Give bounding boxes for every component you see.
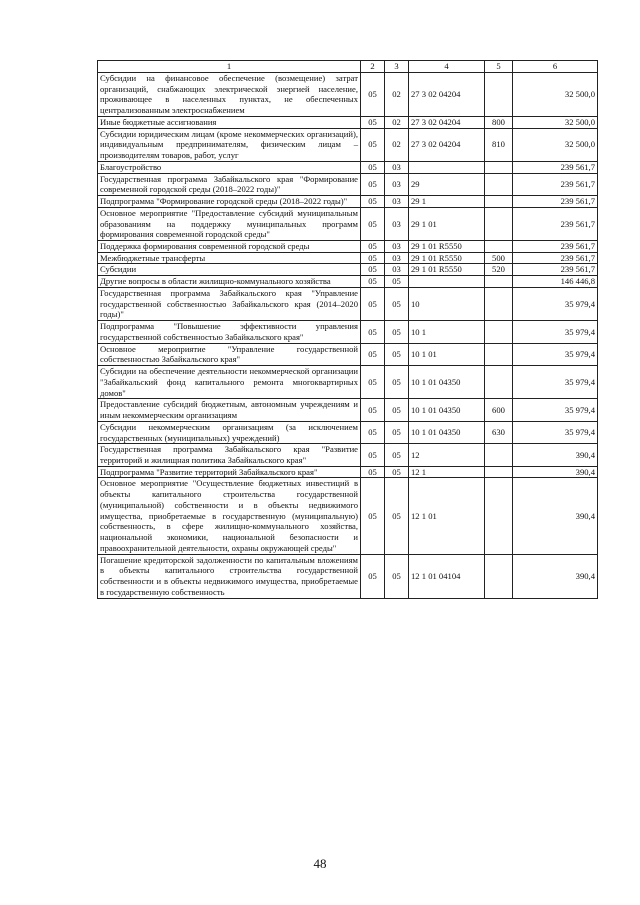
row-expense-type <box>485 173 513 195</box>
row-target-article: 29 1 01 R5550 <box>409 241 485 253</box>
row-name: Субсидии на финансовое обеспечение (возмещение) затрат организаций, снабжающих электрической энергией население, проживающее в населенных пунктах, не обеспеченных централизованным электроснабжением <box>98 73 361 117</box>
row-section: 05 <box>361 399 385 421</box>
row-expense-type: 630 <box>485 421 513 443</box>
row-name: Субсидии юридическим лицам (кроме некоммерческих организаций), индивидуальным предпринимателям, физическим лицам – производителям товаров, работ, услуг <box>98 128 361 161</box>
row-section: 05 <box>361 241 385 253</box>
row-name: Поддержка формирования современной городской среды <box>98 241 361 253</box>
header-col-1: 1 <box>98 61 361 73</box>
row-target-article: 12 1 <box>409 466 485 478</box>
row-expense-type <box>485 343 513 365</box>
row-expense-type <box>485 207 513 240</box>
row-name: Государственная программа Забайкальского края "Управление государственной собственностью Забайкальского края (2014–2020 годы)" <box>98 287 361 320</box>
row-subsection: 05 <box>385 399 409 421</box>
row-amount: 35 979,4 <box>513 366 598 399</box>
row-target-article: 29 1 01 <box>409 207 485 240</box>
row-target-article: 29 <box>409 173 485 195</box>
row-subsection: 05 <box>385 343 409 365</box>
row-name: Подпрограмма "Развитие территорий Забайкальского края" <box>98 466 361 478</box>
row-amount: 239 561,7 <box>513 161 598 173</box>
header-col-6: 6 <box>513 61 598 73</box>
row-target-article: 10 1 01 <box>409 343 485 365</box>
row-expense-type <box>485 241 513 253</box>
row-section: 05 <box>361 321 385 343</box>
row-amount: 239 561,7 <box>513 196 598 208</box>
header-col-2: 2 <box>361 61 385 73</box>
row-target-article: 12 1 01 <box>409 478 485 554</box>
row-subsection: 05 <box>385 466 409 478</box>
row-section: 05 <box>361 276 385 288</box>
row-amount: 32 500,0 <box>513 116 598 128</box>
header-col-5: 5 <box>485 61 513 73</box>
row-subsection: 03 <box>385 196 409 208</box>
row-subsection: 05 <box>385 421 409 443</box>
row-subsection: 03 <box>385 173 409 195</box>
table-row <box>98 241 598 253</box>
row-target-article <box>409 161 485 173</box>
row-amount: 239 561,7 <box>513 252 598 264</box>
row-expense-type: 500 <box>485 252 513 264</box>
row-expense-type <box>485 321 513 343</box>
row-subsection: 03 <box>385 252 409 264</box>
row-target-article: 29 1 01 R5550 <box>409 252 485 264</box>
row-section: 05 <box>361 128 385 161</box>
row-name: Межбюджетные трансферты <box>98 252 361 264</box>
row-target-article: 10 1 01 04350 <box>409 366 485 399</box>
row-amount: 35 979,4 <box>513 399 598 421</box>
row-amount: 390,4 <box>513 478 598 554</box>
row-subsection: 03 <box>385 161 409 173</box>
row-expense-type <box>485 444 513 466</box>
row-name: Благоустройство <box>98 161 361 173</box>
table-row <box>98 466 598 478</box>
table-row <box>98 478 598 554</box>
row-subsection: 05 <box>385 287 409 320</box>
table-row <box>98 366 598 399</box>
row-subsection: 02 <box>385 128 409 161</box>
row-target-article: 10 1 <box>409 321 485 343</box>
row-name: Государственная программа Забайкальского края "Формирование современной городской среды (2018–2022 годы)" <box>98 173 361 195</box>
row-expense-type: 600 <box>485 399 513 421</box>
row-target-article: 29 1 <box>409 196 485 208</box>
row-name: Подпрограмма "Повышение эффективности управления государственной собственностью Забайкальского края" <box>98 321 361 343</box>
row-expense-type: 520 <box>485 264 513 276</box>
row-amount: 390,4 <box>513 554 598 598</box>
table-row <box>98 554 598 598</box>
row-name: Основное мероприятие "Осуществление бюджетных инвестиций в объекты капитального строительства государственной (муниципальной) собственности и в объекты недвижимого имущества, приобретаемые в государственную (муниципальную) собственность, в сфере жилищно-коммунального хозяйства, национальной экономики, национальной безопасности и правоохранительной деятельности, охраны окружающей среды" <box>98 478 361 554</box>
table-row <box>98 287 598 320</box>
row-target-article: 27 3 02 04204 <box>409 116 485 128</box>
row-expense-type <box>485 73 513 117</box>
row-name: Основное мероприятие "Предоставление субсидий муниципальным образованиям на поддержку муниципальных программ формирования современной городской среды" <box>98 207 361 240</box>
table-row <box>98 161 598 173</box>
table-row <box>98 321 598 343</box>
row-name: Предоставление субсидий бюджетным, автономным учреждениям и иным некоммерческим организациям <box>98 399 361 421</box>
row-amount: 146 446,8 <box>513 276 598 288</box>
row-amount: 35 979,4 <box>513 321 598 343</box>
table-row <box>98 399 598 421</box>
row-target-article: 27 3 02 04204 <box>409 73 485 117</box>
row-name: Иные бюджетные ассигнования <box>98 116 361 128</box>
table-row <box>98 421 598 443</box>
table-row <box>98 264 598 276</box>
row-amount: 239 561,7 <box>513 241 598 253</box>
row-section: 05 <box>361 196 385 208</box>
header-row <box>98 61 598 73</box>
row-section: 05 <box>361 421 385 443</box>
row-section: 05 <box>361 173 385 195</box>
row-amount: 390,4 <box>513 444 598 466</box>
row-section: 05 <box>361 252 385 264</box>
row-expense-type <box>485 287 513 320</box>
budget-table <box>97 60 598 599</box>
row-section: 05 <box>361 161 385 173</box>
row-section: 05 <box>361 287 385 320</box>
row-section: 05 <box>361 73 385 117</box>
row-section: 05 <box>361 478 385 554</box>
row-target-article: 10 <box>409 287 485 320</box>
row-amount: 32 500,0 <box>513 128 598 161</box>
row-subsection: 03 <box>385 207 409 240</box>
table-row <box>98 444 598 466</box>
row-subsection: 02 <box>385 116 409 128</box>
row-name: Государственная программа Забайкальского края "Развитие территорий и жилищная политика Забайкальского края" <box>98 444 361 466</box>
row-section: 05 <box>361 116 385 128</box>
row-section: 05 <box>361 466 385 478</box>
table-row <box>98 173 598 195</box>
row-name: Субсидии <box>98 264 361 276</box>
row-name: Другие вопросы в области жилищно-коммунального хозяйства <box>98 276 361 288</box>
table-row <box>98 116 598 128</box>
row-expense-type <box>485 554 513 598</box>
table-row <box>98 207 598 240</box>
row-name: Субсидии на обеспечение деятельности некоммерческой организации "Забайкальский фонд капитального ремонта многоквартирных домов" <box>98 366 361 399</box>
row-amount: 239 561,7 <box>513 173 598 195</box>
row-expense-type <box>485 196 513 208</box>
row-subsection: 05 <box>385 554 409 598</box>
row-amount: 32 500,0 <box>513 73 598 117</box>
row-subsection: 05 <box>385 366 409 399</box>
row-amount: 239 561,7 <box>513 264 598 276</box>
table-row <box>98 252 598 264</box>
row-amount: 35 979,4 <box>513 343 598 365</box>
row-section: 05 <box>361 554 385 598</box>
row-expense-type: 810 <box>485 128 513 161</box>
row-target-article: 12 <box>409 444 485 466</box>
row-amount: 390,4 <box>513 466 598 478</box>
row-subsection: 05 <box>385 478 409 554</box>
row-name: Подпрограмма "Формирование городской среды (2018–2022 годы)" <box>98 196 361 208</box>
row-amount: 35 979,4 <box>513 287 598 320</box>
row-section: 05 <box>361 207 385 240</box>
row-expense-type <box>485 478 513 554</box>
row-section: 05 <box>361 343 385 365</box>
row-subsection: 02 <box>385 73 409 117</box>
row-expense-type: 800 <box>485 116 513 128</box>
row-expense-type <box>485 466 513 478</box>
header-col-3: 3 <box>385 61 409 73</box>
row-section: 05 <box>361 444 385 466</box>
row-target-article: 27 3 02 04204 <box>409 128 485 161</box>
row-subsection: 05 <box>385 444 409 466</box>
row-subsection: 05 <box>385 321 409 343</box>
row-expense-type <box>485 161 513 173</box>
row-section: 05 <box>361 366 385 399</box>
row-subsection: 03 <box>385 264 409 276</box>
row-target-article <box>409 276 485 288</box>
table-row <box>98 128 598 161</box>
row-amount: 239 561,7 <box>513 207 598 240</box>
row-name: Основное мероприятие "Управление государственной собственностью Забайкальского края" <box>98 343 361 365</box>
row-target-article: 10 1 01 04350 <box>409 421 485 443</box>
row-name: Субсидии некоммерческим организациям (за исключением государственных (муниципальных) учреждений) <box>98 421 361 443</box>
row-name: Погашение кредиторской задолженности по капитальным вложениям в объекты капитального строительства государственной собственности и в объекты недвижимого имущества, приобретаемые в государственную собственность <box>98 554 361 598</box>
table-row <box>98 196 598 208</box>
row-subsection: 05 <box>385 276 409 288</box>
row-target-article: 29 1 01 R5550 <box>409 264 485 276</box>
table-row <box>98 343 598 365</box>
row-expense-type <box>485 366 513 399</box>
row-subsection: 03 <box>385 241 409 253</box>
table-row <box>98 276 598 288</box>
header-col-4: 4 <box>409 61 485 73</box>
row-section: 05 <box>361 264 385 276</box>
row-expense-type <box>485 276 513 288</box>
table-row <box>98 73 598 117</box>
row-amount: 35 979,4 <box>513 421 598 443</box>
row-target-article: 10 1 01 04350 <box>409 399 485 421</box>
page-number: 48 <box>313 856 327 871</box>
row-target-article: 12 1 01 04104 <box>409 554 485 598</box>
